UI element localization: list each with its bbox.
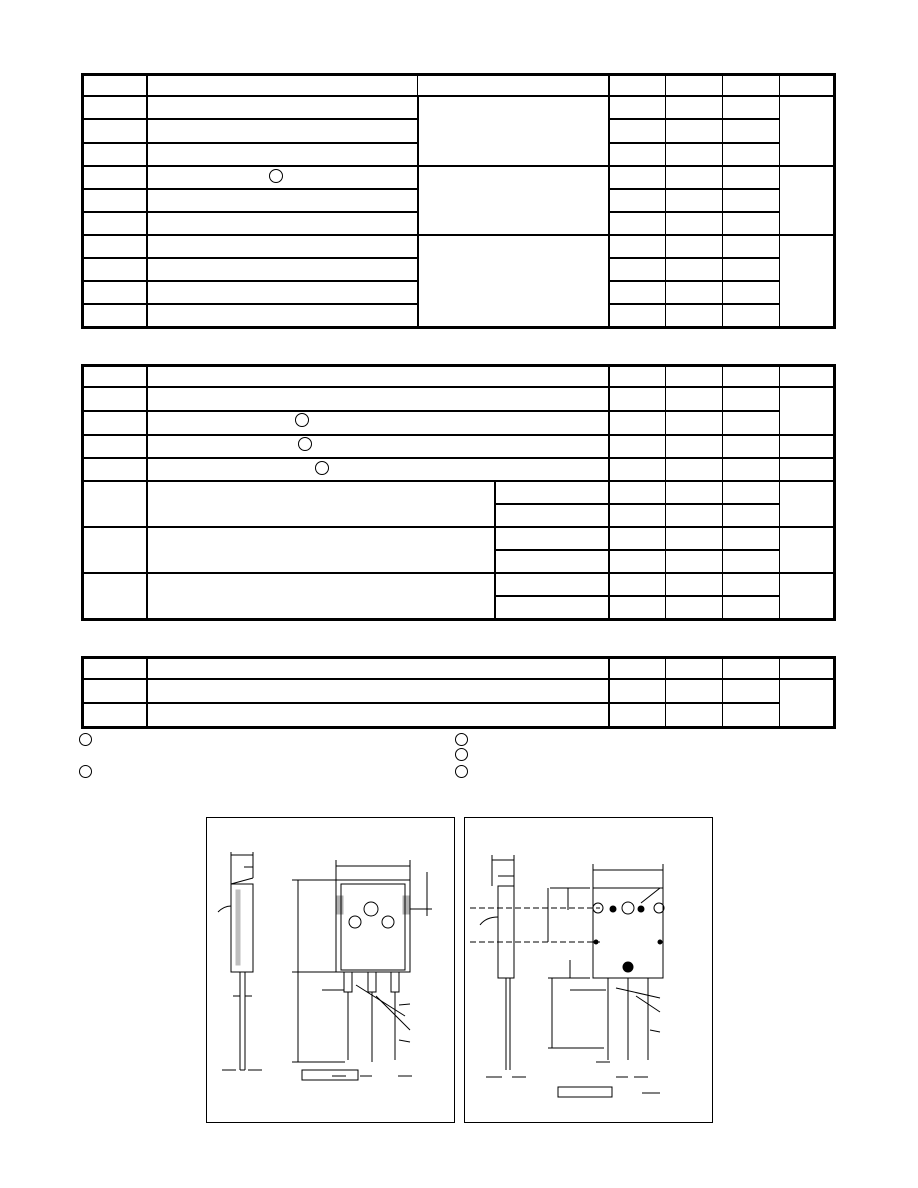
right-front-view xyxy=(548,864,664,1097)
left-side-view xyxy=(218,852,262,1070)
left-front-view xyxy=(292,860,432,1080)
